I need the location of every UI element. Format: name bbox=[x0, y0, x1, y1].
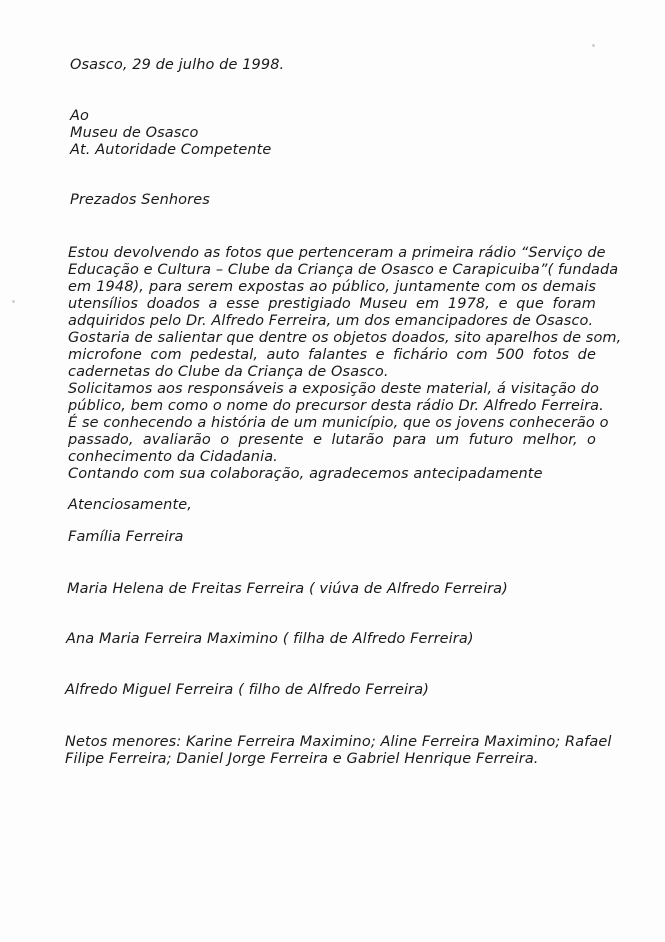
closing: Atenciosamente, bbox=[68, 497, 192, 513]
signatory: Maria Helena de Freitas Ferreira ( viúva de Alfredo Ferreira) bbox=[67, 581, 508, 597]
body-line: microfone com pedestal, auto falantes e fichário com 500 fotos de bbox=[68, 347, 596, 363]
body-line: Solicitamos aos responsáveis a exposição deste material, á visitação do bbox=[68, 381, 600, 397]
recipient-line: Museu de Osasco bbox=[70, 125, 199, 141]
body-line: Estou devolvendo as fotos que pertenceram a primeira rádio “Serviço de bbox=[68, 245, 606, 261]
date-line: Osasco, 29 de julho de 1998. bbox=[70, 57, 285, 73]
family-name: Família Ferreira bbox=[68, 529, 184, 545]
recipient-line: At. Autoridade Competente bbox=[70, 142, 272, 158]
body-line: utensílios doados a esse prestigiado Museu em 1978, e que foram bbox=[68, 296, 596, 312]
paper-speck bbox=[592, 44, 595, 47]
recipient-line: Ao bbox=[70, 108, 89, 124]
body-line: Gostaria de salientar que dentre os objetos doados, sito aparelhos de som, bbox=[68, 330, 622, 346]
body-line: É se conhecendo a história de um município, que os jovens conhecerão o bbox=[68, 415, 609, 431]
body-line: passado, avaliarão o presente e lutarão para um futuro melhor, o bbox=[68, 432, 596, 448]
grandchildren-line: Netos menores: Karine Ferreira Maximino; Aline Ferreira Maximino; Rafael bbox=[65, 734, 612, 750]
signatory: Ana Maria Ferreira Maximino ( filha de Alfredo Ferreira) bbox=[66, 631, 474, 647]
grandchildren-line: Filipe Ferreira; Daniel Jorge Ferreira e Gabriel Henrique Ferreira. bbox=[65, 751, 539, 767]
salutation: Prezados Senhores bbox=[70, 192, 210, 208]
paper-speck bbox=[12, 300, 15, 303]
body-line: público, bem como o nome do precursor desta rádio Dr. Alfredo Ferreira. bbox=[68, 398, 604, 414]
signatory: Alfredo Miguel Ferreira ( filho de Alfredo Ferreira) bbox=[65, 682, 429, 698]
body-line: conhecimento da Cidadania. bbox=[68, 449, 278, 465]
body-line: cadernetas do Clube da Criança de Osasco. bbox=[68, 364, 389, 380]
body-line: em 1948), para serem expostas ao público, juntamente com os demais bbox=[68, 279, 596, 295]
body-line: Educação e Cultura – Clube da Criança de Osasco e Carapicuiba”( fundada bbox=[68, 262, 619, 278]
body-line: adquiridos pelo Dr. Alfredo Ferreira, um dos emancipadores de Osasco. bbox=[68, 313, 594, 329]
body-line: Contando com sua colaboração, agradecemos antecipadamente bbox=[68, 466, 543, 482]
